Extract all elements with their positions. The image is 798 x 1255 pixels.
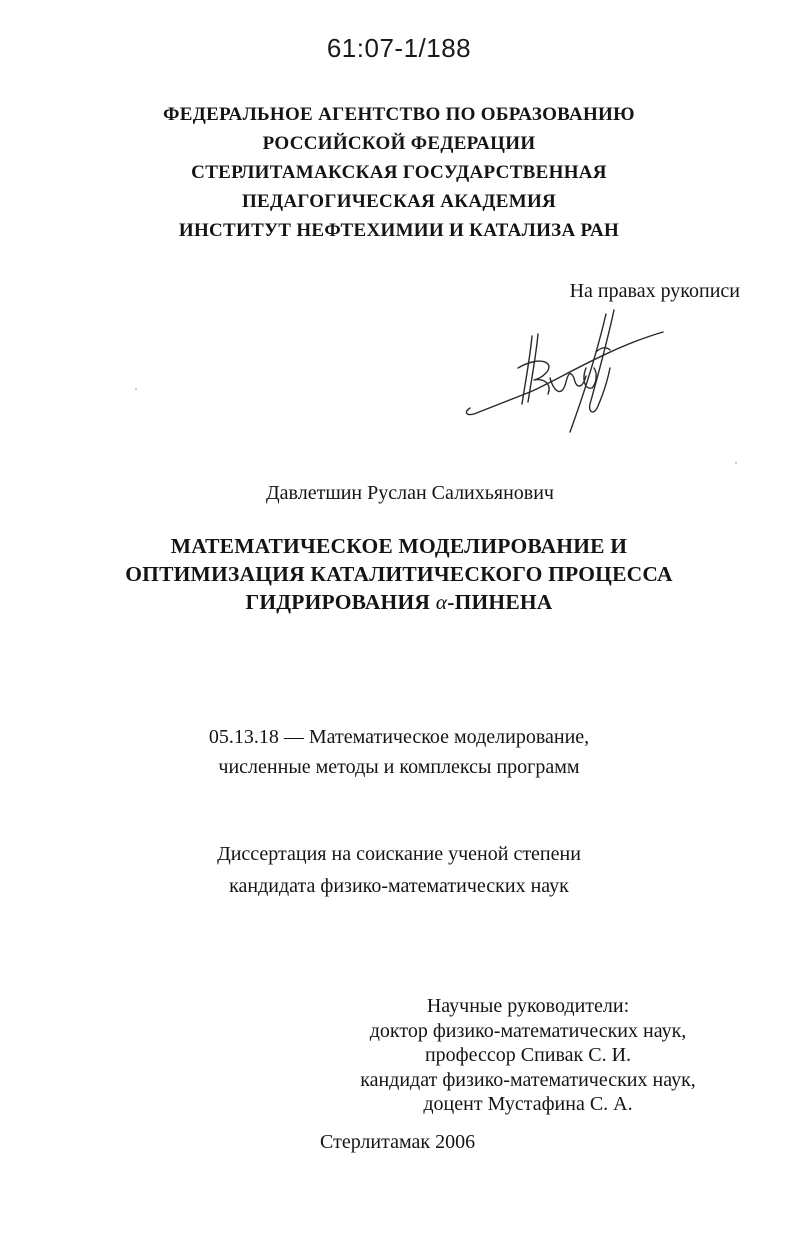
organization-line: ИНСТИТУТ НЕФТЕХИМИИ И КАТАЛИЗА РАН bbox=[178, 220, 620, 241]
supervisors-block bbox=[318, 994, 738, 1117]
scan-speck bbox=[735, 462, 737, 464]
dissertation-title bbox=[0, 532, 798, 616]
supervisor-line: кандидат физико-математических наук, bbox=[360, 1068, 696, 1091]
manuscript-rights-note: На правах рукописи bbox=[569, 280, 740, 302]
catalog-number: 61:07-1/188 bbox=[326, 33, 472, 63]
title-line-suffix: -ПИНЕНА bbox=[447, 590, 553, 614]
supervisor-line: профессор Спивак С. И. bbox=[424, 1044, 632, 1066]
city-year: Стерлитамак 2006 bbox=[320, 1131, 476, 1153]
specialty-line: численные методы и комплексы программ bbox=[218, 756, 580, 778]
title-line bbox=[0, 588, 798, 616]
supervisor-line: доцент Мустафина С. А. bbox=[423, 1093, 633, 1115]
title-line: ОПТИМИЗАЦИЯ КАТАЛИТИЧЕСКОГО ПРОЦЕССА bbox=[125, 562, 673, 586]
supervisors-heading: Научные руководители: bbox=[426, 995, 630, 1017]
specialty-block bbox=[0, 722, 798, 782]
organization-line: ПЕДАГОГИЧЕСКАЯ АКАДЕМИЯ bbox=[241, 191, 557, 212]
supervisor-line: доктор физико-математических наук, bbox=[369, 1019, 687, 1042]
degree-line: Диссертация на соискание ученой степени bbox=[217, 843, 581, 865]
organization-line: СТЕРЛИТАМАКСКАЯ ГОСУДАРСТВЕННАЯ bbox=[191, 162, 607, 183]
specialty-line: 05.13.18 — Математическое моделирование, bbox=[208, 726, 590, 748]
organization-block bbox=[0, 100, 798, 245]
degree-line: кандидата физико-математических наук bbox=[229, 875, 569, 897]
handwritten-signature-icon bbox=[458, 308, 673, 436]
scan-speck bbox=[135, 388, 137, 390]
organization-line: ФЕДЕРАЛЬНОЕ АГЕНТСТВО ПО ОБРАЗОВАНИЮ bbox=[163, 104, 635, 125]
alpha-symbol: α bbox=[435, 590, 448, 614]
title-line: МАТЕМАТИЧЕСКОЕ МОДЕЛИРОВАНИЕ И bbox=[170, 534, 628, 558]
author-name: Давлетшин Руслан Салихьянович bbox=[266, 482, 554, 504]
organization-line: РОССИЙСКОЙ ФЕДЕРАЦИИ bbox=[262, 133, 536, 154]
dissertation-degree-block bbox=[0, 838, 798, 902]
title-line-prefix: ГИДРИРОВАНИЯ bbox=[245, 590, 436, 614]
